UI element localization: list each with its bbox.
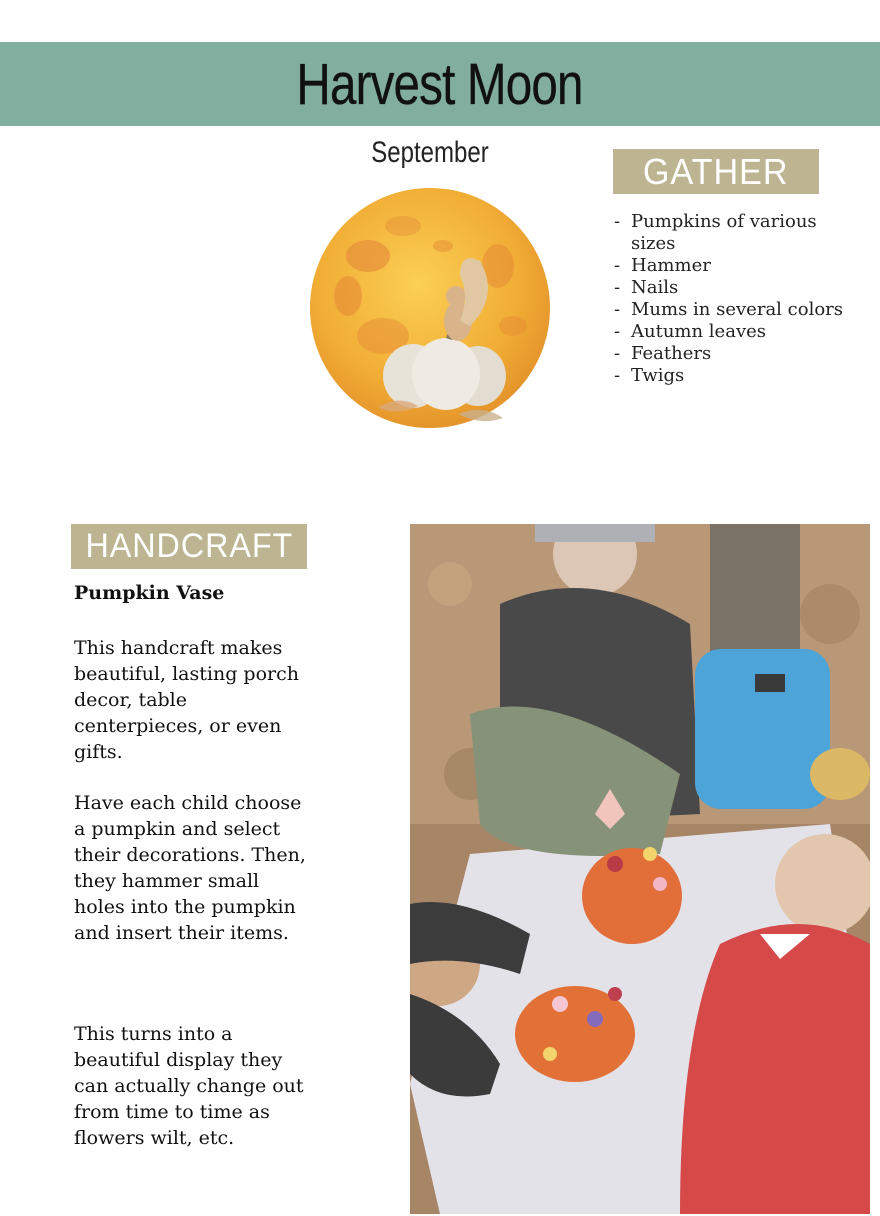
craft-title: Pumpkin Vase	[74, 582, 225, 604]
gather-heading: GATHER	[613, 149, 819, 194]
gather-item: - Feathers	[614, 343, 864, 365]
page-title: Harvest Moon	[296, 51, 584, 117]
craft-paragraph-result: This turns into a beautiful display they can actually change out from time to time as flowers wilt, etc.	[74, 1023, 304, 1149]
gather-item: - Mums in several colors	[614, 299, 864, 321]
gather-item: - Nails	[614, 277, 864, 299]
craft-photo	[410, 524, 870, 1214]
gather-item: - Hammer	[614, 255, 864, 277]
handcraft-heading: HANDCRAFT	[71, 524, 307, 569]
craft-paragraph-intro: This handcraft makes beautiful, lasting porch decor, table centerpieces, or even gifts.	[74, 637, 299, 763]
gather-item: - Twigs	[614, 365, 864, 387]
gather-item: - Autumn leaves	[614, 321, 864, 343]
month-label: September	[371, 136, 489, 169]
craft-paragraph-steps: Have each child choose a pumpkin and select their decorations. Then, they hammer small holes into the pumpkin and insert their items.	[74, 792, 306, 944]
title-banner	[0, 42, 880, 126]
gather-list	[614, 211, 864, 387]
gather-item: - Pumpkins of various sizes	[614, 211, 864, 255]
harvest-moon-illustration	[308, 186, 552, 430]
